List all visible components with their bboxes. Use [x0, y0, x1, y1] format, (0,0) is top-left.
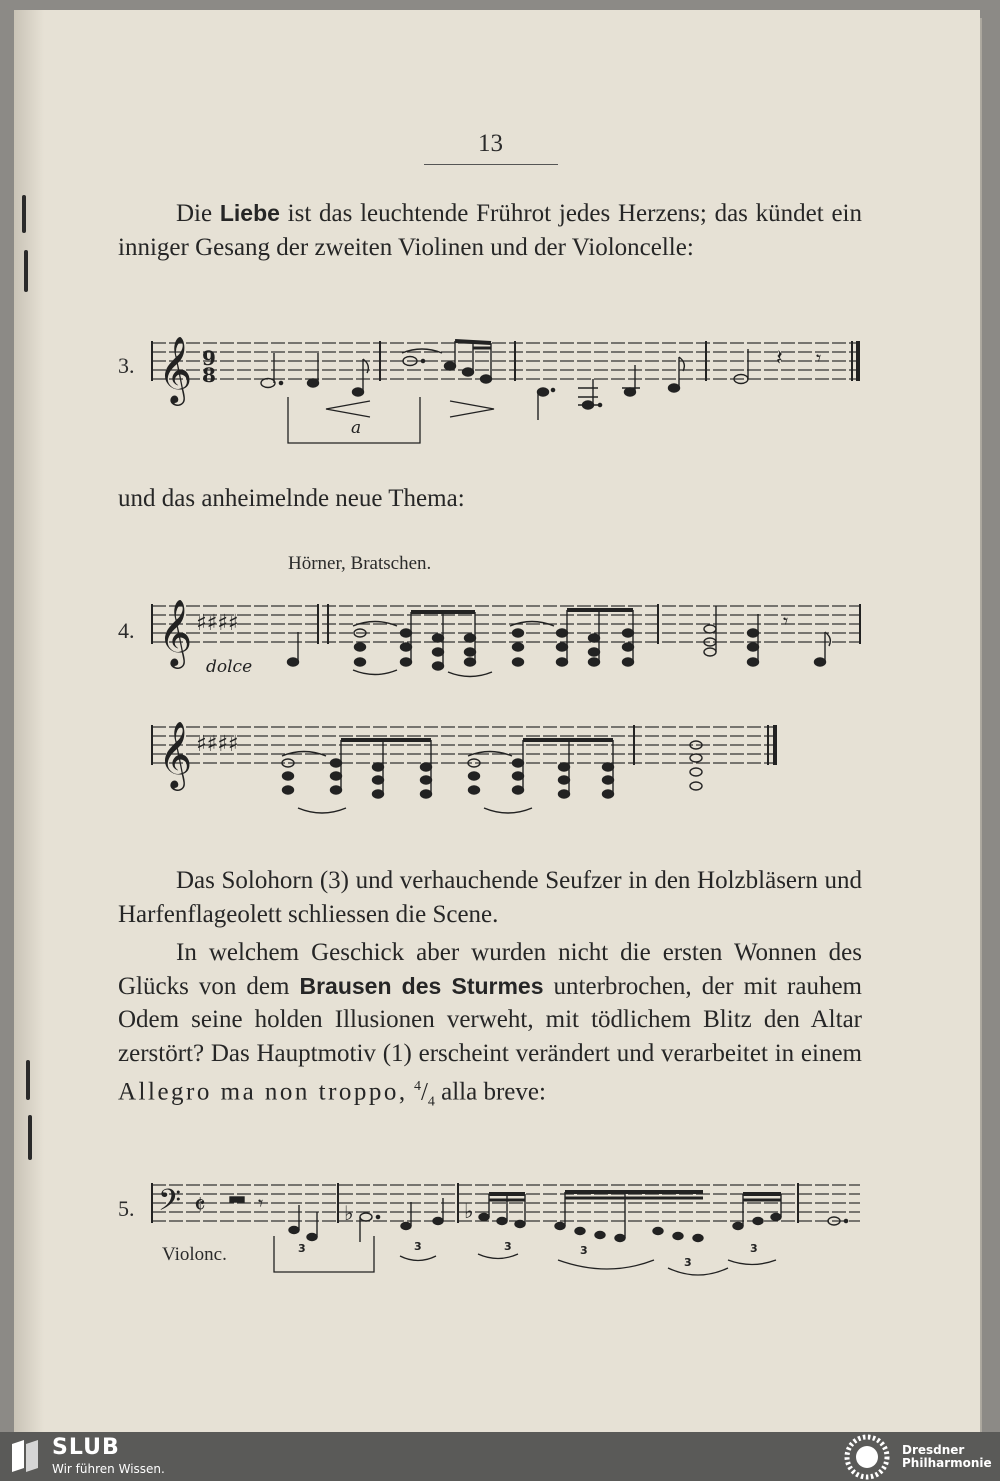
svg-text:♭: ♭	[464, 1199, 474, 1223]
triplet-3: 3	[298, 1242, 306, 1255]
paragraph-sturm: In welchem Geschick aber wurden nicht die ersten Wonnen des Glücks von dem Brausen des Sturmes unterbrochen, der mit rauhem Odem seine holden Illusionen verweht, mit tödlichem Blitz den Altar zerstört? Das Hauptmotiv (1) erscheint verändert und verarbeitet in einem Allegro ma non troppo, $^4/_4$ alla breve:	[118, 939, 862, 1110]
triplet-3: 3	[750, 1242, 758, 1255]
example-4-staff-1	[148, 592, 864, 702]
triplet-3: 3	[414, 1240, 422, 1253]
svg-text:𝄽: 𝄽	[776, 346, 783, 371]
svg-text:♭: ♭	[344, 1201, 354, 1225]
page-gutter	[14, 10, 44, 1432]
example-5-instrument: Violonc.	[162, 1244, 227, 1265]
viewer-footer-bar	[0, 1432, 1000, 1481]
time-signature-bottom: 8	[202, 363, 216, 387]
bold-term-sturm: Brausen des Sturmes	[299, 972, 544, 999]
treble-clef-icon: 𝄞	[158, 335, 193, 403]
header-rule	[424, 164, 558, 165]
margin-mark	[22, 195, 26, 233]
triplet-3: 3	[580, 1244, 588, 1257]
example-4-staff-2	[148, 710, 788, 822]
margin-mark	[28, 1115, 32, 1160]
example-3-number: 3.	[118, 353, 135, 378]
paragraph-thema: und das anheimelnde neue Thema:	[118, 485, 465, 512]
treble-clef-icon: 𝄞	[158, 598, 193, 666]
tempo-marking: Allegro ma non troppo,	[118, 1078, 408, 1106]
dynamic-dolce: dolce	[206, 657, 253, 677]
time-signature-top: 9	[202, 346, 216, 370]
example-4-number: 4.	[118, 618, 135, 643]
bold-term-liebe: Liebe	[219, 200, 280, 226]
example-5-number: 5.	[118, 1196, 135, 1221]
svg-text:𝄾: 𝄾	[783, 609, 789, 633]
philharmonie-logo-icon	[840, 1434, 894, 1480]
bracket-label: a	[351, 418, 362, 438]
slub-tagline: Wir führen Wissen.	[52, 1462, 165, 1476]
slub-logo-icon	[10, 1440, 40, 1472]
margin-mark	[24, 250, 28, 292]
key-signature-sharps: ♯♯♯♯	[196, 611, 239, 636]
bass-clef-icon: 𝄢	[158, 1184, 182, 1225]
svg-text:𝄾: 𝄾	[816, 346, 822, 370]
treble-clef-icon: 𝄞	[158, 720, 193, 788]
example-5-staff	[148, 1180, 864, 1280]
slub-name: SLUB	[52, 1435, 120, 1460]
page-number: 13	[478, 130, 503, 157]
triplet-3: 3	[504, 1240, 512, 1253]
triplet-3: 3	[684, 1256, 692, 1269]
example-3-staff	[148, 335, 864, 447]
paragraph-solohorn: Das Solohorn (3) und verhauchende Seufzer in den Holzbläsern und Harfenflageolett schliessen die Scene.	[118, 867, 862, 928]
margin-mark	[26, 1060, 30, 1100]
alla-breve-icon: 𝄵	[194, 1191, 206, 1221]
example-4-instruments: Hörner, Bratschen.	[288, 553, 432, 574]
svg-text:𝄾: 𝄾	[258, 1191, 264, 1215]
paragraph-liebe: Die Liebe ist das leuchtende Frührot jedes Herzens; das kündet ein inniger Gesang der zweiten Violinen und der Violoncelle:	[118, 200, 862, 261]
philharmonie-name: Dresdner Philharmonie	[902, 1443, 992, 1470]
key-signature-sharps: ♯♯♯♯	[196, 732, 239, 757]
